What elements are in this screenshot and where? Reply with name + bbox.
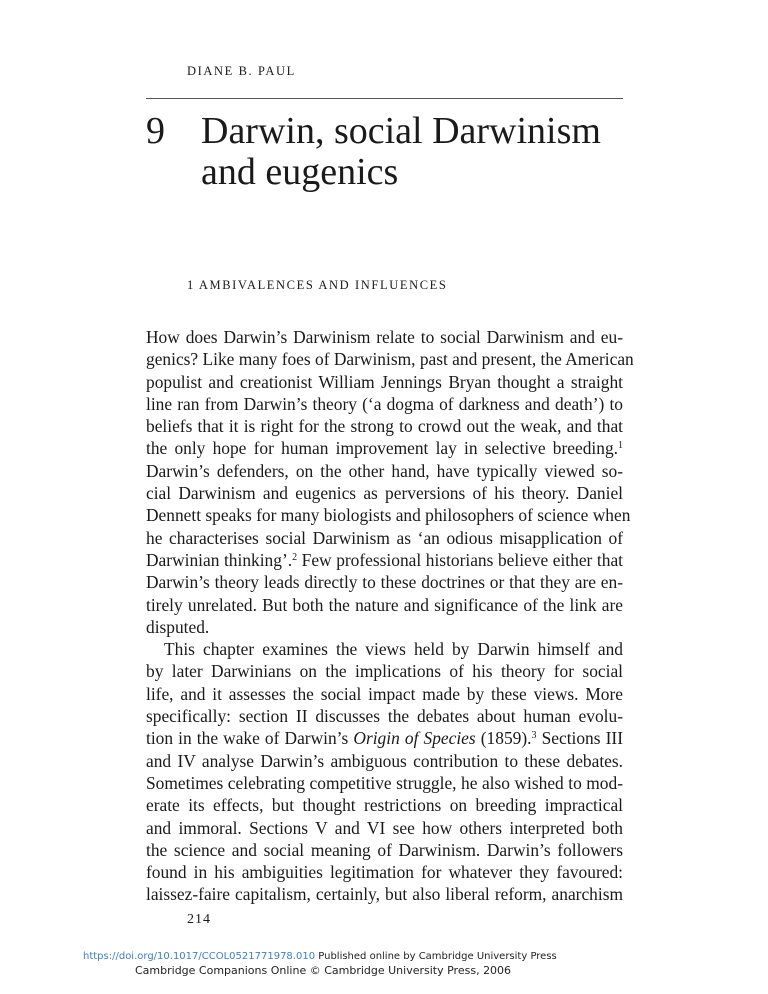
text-segment: This chapter examines the views held by Darwin himself and <box>164 639 623 660</box>
text-line <box>146 549 623 571</box>
doi-link[interactable]: https://doi.org/10.1017/CCOL0521771978.010 <box>83 951 316 962</box>
text-segment: Dennett speaks for many biologists and philosophers of science when <box>146 505 631 526</box>
text-line <box>146 616 623 638</box>
text-line <box>146 794 623 816</box>
text-line <box>146 460 623 482</box>
body-text <box>146 326 634 906</box>
text-segment: erate its effects, but thought restrictions on breeding impractical <box>146 795 623 816</box>
header-rule <box>146 98 623 99</box>
text-line <box>146 839 623 861</box>
text-segment: (1859). <box>475 728 532 749</box>
text-line <box>146 750 623 772</box>
running-header-author: DIANE B. PAUL <box>187 64 296 78</box>
text-segment: beliefs that it is right for the strong to crowd out the weak, and that <box>146 416 623 437</box>
footnote-marker[interactable]: 1 <box>618 440 623 452</box>
text-segment: Darwinian thinking’. <box>146 549 293 570</box>
text-line <box>146 594 623 616</box>
text-line <box>146 772 623 794</box>
text-segment: he characterises social Darwinism as ‘an odious misapplication of <box>146 527 623 548</box>
text-segment: How does Darwin’s Darwinism relate to social Darwinism and eu- <box>146 327 623 347</box>
text-line <box>146 527 623 549</box>
text-line <box>146 683 623 705</box>
text-line <box>146 571 623 593</box>
section-heading: 1 AMBIVALENCES AND INFLUENCES <box>187 278 448 292</box>
text-line <box>146 482 623 504</box>
text-line <box>146 415 623 437</box>
text-line <box>146 348 634 370</box>
copyright-note: Cambridge Companions Online © Cambridge University Press, 2006 <box>135 964 512 977</box>
text-segment: specifically: section II discusses the debates about human evolu- <box>146 706 623 727</box>
text-line <box>146 326 623 348</box>
text-segment: cial Darwinism and eugenics as perversions of his theory. Daniel <box>146 483 623 504</box>
text-line <box>146 371 623 393</box>
text-segment: Darwin’s defenders, on the other hand, have typically viewed so- <box>146 460 623 481</box>
chapter-title-line: and eugenics <box>201 151 399 193</box>
text-line <box>146 393 623 415</box>
published-online-note: Published online by Cambridge University Press <box>318 951 557 962</box>
text-segment: populist and creationist William Jennings Bryan thought a straight <box>146 371 623 392</box>
text-segment: by later Darwinians on the implications of his theory for social <box>146 661 623 682</box>
text-segment: Darwin’s theory leads directly to these doctrines or that they are en- <box>146 572 623 593</box>
text-segment: line ran from Darwin’s theory (‘a dogma of darkness and death’) to <box>146 393 623 414</box>
text-line <box>146 504 631 526</box>
text-segment: tion in the wake of Darwin’s <box>146 728 354 749</box>
text-line <box>146 817 623 839</box>
footer-doi-row <box>83 950 723 964</box>
text-line <box>146 883 623 905</box>
text-segment: disputed. <box>146 616 210 637</box>
text-segment: the only hope for human improvement lay in selective breeding. <box>146 438 618 459</box>
chapter-number: 9 <box>146 110 165 152</box>
text-segment: and IV analyse Darwin’s ambiguous contribution to these debates. <box>146 750 623 771</box>
chapter-title-line: Darwin, social Darwinism <box>201 110 601 152</box>
footer-copyright-row <box>83 964 723 979</box>
text-line <box>146 861 623 883</box>
text-segment: and immoral. Sections V and VI see how others interpreted both <box>146 817 623 838</box>
text-segment: the science and social meaning of Darwinism. Darwin’s followers <box>146 839 623 860</box>
italic-title: Origin of Species <box>353 728 476 749</box>
text-segment: genics? Like many foes of Darwinism, past and present, the American <box>146 349 634 370</box>
text-segment: Few professional historians believe either that <box>297 549 623 570</box>
text-line <box>146 660 623 682</box>
page-number: 214 <box>187 912 211 927</box>
text-segment: Sometimes celebrating competitive struggle, he also wished to mod- <box>146 772 623 793</box>
text-line <box>146 638 623 660</box>
text-line <box>146 705 623 727</box>
text-segment: life, and it assesses the social impact made by these views. More <box>146 683 623 704</box>
text-segment: found in his ambiguities legitimation for whatever they favoured: <box>146 862 623 883</box>
text-segment: tirely unrelated. But both the nature and significance of the link are <box>146 594 623 615</box>
text-line <box>146 727 623 749</box>
text-line <box>146 437 623 459</box>
chapter-title <box>201 111 601 193</box>
footnote-marker[interactable]: 2 <box>292 551 298 563</box>
text-segment: Sections III <box>536 728 623 749</box>
text-segment: laissez-faire capitalism, certainly, but also liberal reform, anarchism <box>146 884 623 905</box>
footnote-marker[interactable]: 3 <box>531 730 537 742</box>
footer <box>83 950 723 979</box>
